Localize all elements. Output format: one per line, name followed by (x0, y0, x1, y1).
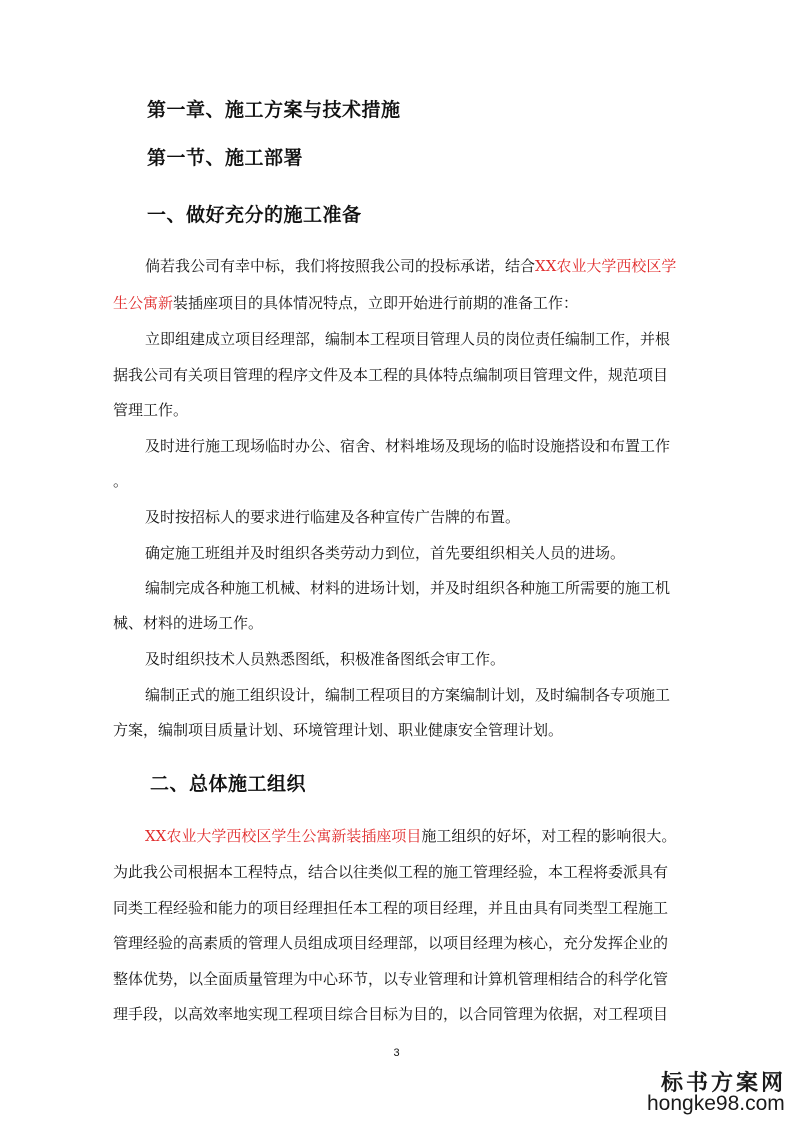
paragraph-line: 同类工程经验和能力的项目经理担任本工程的项目经理，并且由具有同类型工程施工 (113, 899, 669, 917)
paragraph-line: 方案，编制项目质量计划、环境管理计划、职业健康安全管理计划。 (113, 721, 564, 739)
heading-preparation: 一、做好充分的施工准备 (147, 204, 362, 226)
paragraph-line: 。 (113, 472, 129, 490)
paragraph-line: 编制正式的施工组织设计，编制工程项目的方案编制计划，及时编制各专项施工 (145, 686, 671, 704)
paragraph-line: 械、材料的进场工作。 (113, 614, 264, 632)
paragraph-line: 及时进行施工现场临时办公、宿舍、材料堆场及现场的临时设施搭设和布置工作 (145, 437, 671, 455)
watermark-url: hongke98.com (647, 1092, 785, 1115)
heading-overall-organization: 二、总体施工组织 (150, 773, 307, 795)
paragraph-line: 确定施工班组并及时组织各类劳动力到位，首先要组织相关人员的进场。 (145, 544, 626, 562)
paragraph-line: 管理经验的高素质的管理人员组成项目经理部，以项目经理为核心，充分发挥企业的 (113, 934, 669, 952)
project-name-highlight: XX农业大学西校区学 (535, 257, 677, 275)
text-span: 倘若我公司有幸中标，我们将按照我公司的投标承诺，结合 (145, 257, 536, 275)
paragraph-line (145, 256, 676, 276)
text-span: 装插座项目的具体情况特点，立即开始进行前期的准备工作： (173, 294, 579, 312)
project-name-highlight: 生公寓新 (113, 294, 174, 312)
paragraph-line: 及时按招标人的要求进行临建及各种宣传广告牌的布置。 (145, 508, 521, 526)
paragraph-line: 及时组织技术人员熟悉图纸，积极准备图纸会审工作。 (145, 650, 506, 668)
paragraph-line: 管理工作。 (113, 401, 189, 419)
chapter-title: 第一章、施工方案与技术措施 (147, 99, 401, 121)
paragraph-line (145, 826, 676, 846)
paragraph-line: 整体优势，以全面质量管理为中心环节，以专业管理和计算机管理相结合的科学化管 (113, 970, 669, 988)
section-title: 第一节、施工部署 (147, 147, 304, 169)
paragraph-line: 据我公司有关项目管理的程序文件及本工程的具体特点编制项目管理文件，规范项目 (113, 366, 669, 384)
paragraph-line: 为此我公司根据本工程特点，结合以往类似工程的施工管理经验，本工程将委派具有 (113, 863, 669, 881)
paragraph-line: 立即组建成立项目经理部，编制本工程项目管理人员的岗位责任编制工作，并根 (145, 330, 671, 348)
project-name-highlight: XX农业大学西校区学生公寓新装插座项目 (145, 827, 422, 845)
text-span: 施工组织的好坏，对工程的影响很大。 (421, 827, 677, 845)
paragraph-line (113, 293, 578, 313)
paragraph-line: 理手段，以高效率地实现工程项目综合目标为目的，以合同管理为依据，对工程项目 (113, 1005, 669, 1023)
paragraph-line: 编制完成各种施工机械、材料的进场计划，并及时组织各种施工所需要的施工机 (145, 579, 671, 597)
watermark-logo-text: 标书方案网 (661, 1070, 787, 1096)
page-number: 3 (393, 1047, 400, 1059)
